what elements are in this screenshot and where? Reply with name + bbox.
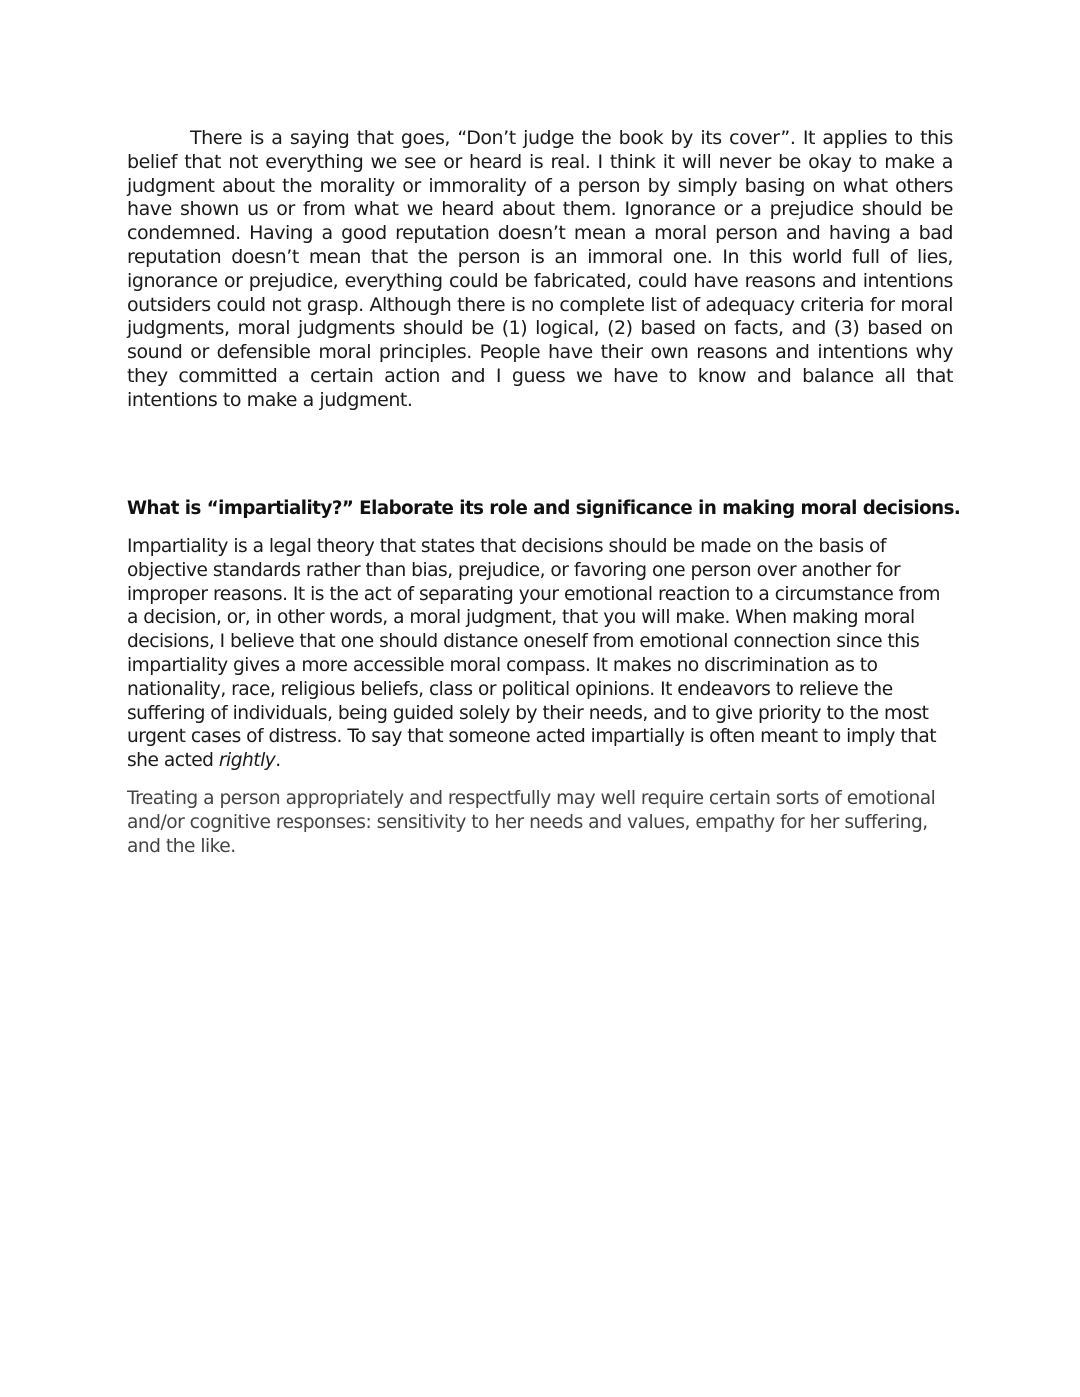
followup-paragraph: Treating a person appropriately and respectfully may well require certain sorts of emotional and/or cognitive responses: sensitivity to her needs and values, empathy for her suffering, and the like. bbox=[127, 788, 936, 857]
answer-end: . bbox=[275, 750, 281, 772]
question-heading: What is “impartiality?” Elaborate its role and significance in making moral decisions. bbox=[127, 498, 961, 519]
answer-text: Impartiality is a legal theory that states that decisions should be made on the basis of objective standards rather than bias, prejudice, or favoring one person over another for improper reasons. It is the act of separating your emotional reaction to a circumstance from a decision, or, in other words, a moral judgment, that you will make. When making moral decisions, I believe that one should distance oneself from emotional connection since this impartiality gives a more accessible moral compass. It makes no discrimination as to nationality, race, religious beliefs, class or political opinions. It endeavors to relieve the suffering of individuals, being guided solely by their needs, and to give priority to the most urgent cases of distress. To say that someone acted impartially is often meant to imply that she acted bbox=[127, 536, 940, 772]
answer-paragraph bbox=[127, 535, 953, 773]
body-section bbox=[127, 127, 953, 413]
opening-paragraph: There is a saying that goes, “Don’t judge the book by its cover”. It applies to this belief that not everything we see or heard is real. I think it will never be okay to make a judgment about the morality or immorality of a person by simply basing on what others have shown us or from what we heard about them. Ignorance or a prejudice should be condemned. Having a good reputation doesn’t mean a moral person and having a bad reputation doesn’t mean that the person is an immoral one. In this world full of lies, ignorance or prejudice, everything could be fabricated, could have reasons and intentions outsiders could not grasp. Although there is no complete list of adequacy criteria for moral judgments, moral judgments should be (1) logical, (2) based on facts, and (3) based on sound or defensible moral principles. People have their own reasons and intentions why they committed a certain action and I guess we have to know and balance all that intentions to make a judgment. bbox=[127, 127, 953, 411]
answer-emphasis: rightly bbox=[218, 750, 276, 772]
